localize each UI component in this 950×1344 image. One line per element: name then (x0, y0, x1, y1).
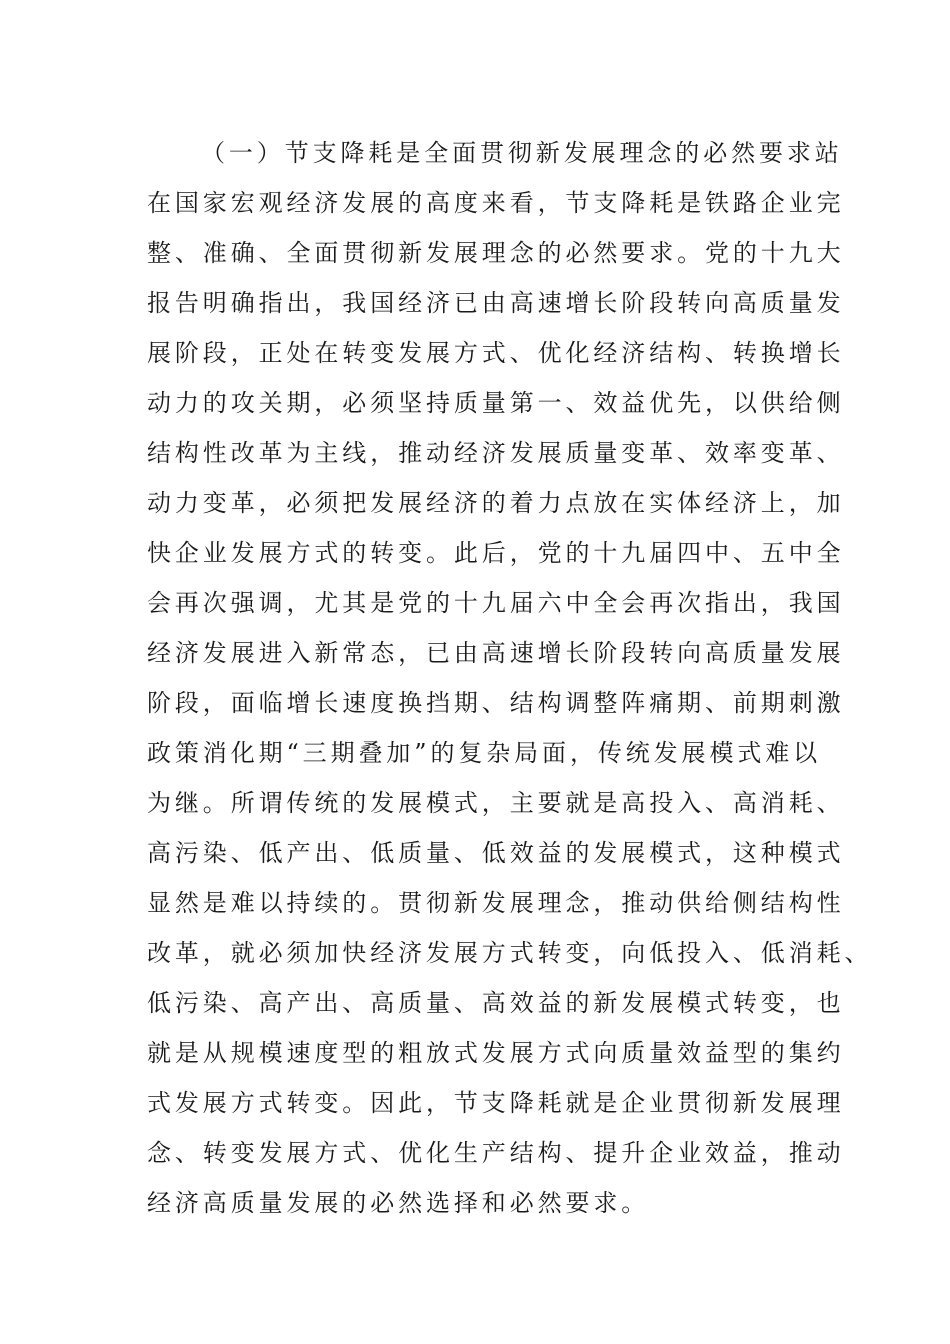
paragraph-line: 会再次强调，尤其是党的十九届六中全会再次指出，我国 (147, 589, 845, 617)
paragraph-line: 报告明确指出，我国经济已由高速增长阶段转向高质量发 (147, 289, 845, 317)
paragraph-line: 政策消化期“三期叠加”的复杂局面，传统发展模式难以 (147, 739, 822, 767)
paragraph-line: 低污染、高产出、高质量、高效益的新发展模式转变，也 (147, 989, 845, 1017)
paragraph-line: 动力的攻关期，必须坚持质量第一、效益优先，以供给侧 (147, 389, 845, 417)
paragraph-line: 为继。所谓传统的发展模式，主要就是高投入、高消耗、 (147, 789, 845, 817)
paragraph-line: 高污染、低产出、低质量、低效益的发展模式，这种模式 (147, 839, 845, 867)
paragraph-line: 就是从规模速度型的粗放式发展方式向质量效益型的集约 (147, 1039, 845, 1067)
paragraph-line: 经济发展进入新常态，已由高速增长阶段转向高质量发展 (147, 639, 845, 667)
paragraph-line: 阶段，面临增长速度换挡期、结构调整阵痛期、前期刺激 (147, 689, 845, 717)
paragraph-line: 念、转变发展方式、优化生产结构、提升企业效益，推动 (147, 1139, 845, 1167)
paragraph-line: 快企业发展方式的转变。此后，党的十九届四中、五中全 (147, 539, 845, 567)
paragraph-line: 显然是难以持续的。贯彻新发展理念，推动供给侧结构性 (147, 889, 845, 917)
paragraph-line: 改革，就必须加快经济发展方式转变，向低投入、低消耗、 (147, 939, 873, 967)
paragraph-line: 式发展方式转变。因此，节支降耗就是企业贯彻新发展理 (147, 1089, 845, 1117)
paragraph-line: 经济高质量发展的必然选择和必然要求。 (147, 1189, 650, 1217)
paragraph-line: 动力变革，必须把发展经济的着力点放在实体经济上，加 (147, 489, 845, 517)
paragraph-line: （一）节支降耗是全面贯彻新发展理念的必然要求站 (201, 139, 843, 167)
paragraph-line: 在国家宏观经济发展的高度来看，节支降耗是铁路企业完 (147, 189, 845, 217)
body-paragraph (147, 128, 873, 1228)
paragraph-line: 结构性改革为主线，推动经济发展质量变革、效率变革、 (147, 439, 845, 467)
paragraph-line: 展阶段，正处在转变发展方式、优化经济结构、转换增长 (147, 339, 845, 367)
paragraph-line: 整、准确、全面贯彻新发展理念的必然要求。党的十九大 (147, 239, 845, 267)
